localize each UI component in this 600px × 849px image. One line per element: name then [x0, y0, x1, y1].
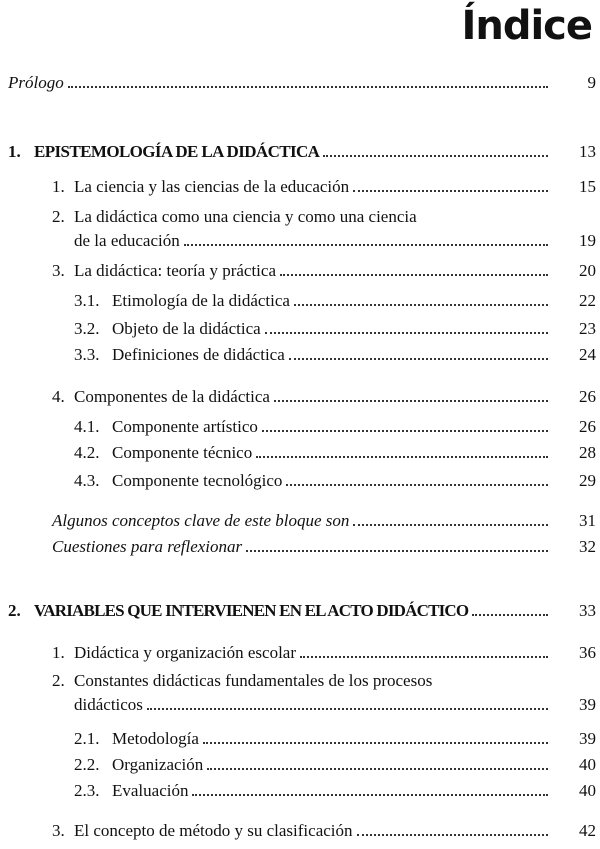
dot-leader [357, 814, 548, 836]
toc-entry-questions[interactable] [0, 536, 600, 558]
dot-leader [203, 722, 548, 744]
toc-subentry[interactable] [0, 442, 600, 464]
toc-entry-number: 2. [52, 671, 65, 690]
toc-entry-label: La didáctica: teoría y práctica [74, 261, 276, 280]
dot-leader [472, 594, 548, 616]
dot-leader [323, 135, 548, 157]
toc-entry-label: Metodología [112, 729, 199, 748]
toc-entry-continuation[interactable] [0, 694, 600, 716]
toc-entry-number: 4.2. [74, 443, 100, 462]
toc-subentry[interactable] [0, 728, 600, 750]
toc-page-number: 32 [579, 537, 596, 556]
toc-entry-number: 2.2. [74, 755, 100, 774]
toc-entry-number: 2. [8, 601, 21, 620]
dot-leader [265, 312, 548, 334]
toc-page-number: 39 [579, 729, 596, 748]
dot-leader [300, 636, 548, 658]
toc-page-number: 29 [579, 471, 596, 490]
toc-page-number: 15 [579, 177, 596, 196]
toc-entry-number: 2.3. [74, 781, 100, 800]
toc-subentry[interactable] [0, 344, 600, 366]
dot-leader [262, 410, 548, 432]
toc-entry[interactable] [0, 386, 600, 408]
toc-entry-number: 1. [8, 142, 21, 161]
toc-entry-number: 1. [52, 177, 65, 196]
toc-entry-label: Prólogo [8, 73, 64, 92]
toc-page-number: 13 [579, 142, 596, 161]
toc-entry-number: 3. [52, 821, 65, 840]
toc-page-number: 19 [579, 231, 596, 250]
toc-entry-number: 2. [52, 207, 65, 226]
toc-entry-number: 1. [52, 643, 65, 662]
toc-entry[interactable] [0, 820, 600, 842]
toc-page-number: 22 [579, 291, 596, 310]
toc-entry-key-concepts[interactable] [0, 510, 600, 532]
toc-entry[interactable] [0, 260, 600, 282]
toc-entry-label: Algunos conceptos clave de este bloque son [52, 511, 350, 530]
toc-page-number: 31 [579, 511, 596, 530]
toc-page-number: 40 [579, 781, 596, 800]
toc-entry-continuation[interactable] [0, 230, 600, 252]
toc-page-number: 40 [579, 755, 596, 774]
toc-entry[interactable] [0, 642, 600, 664]
toc-entry-label: Constantes didácticas fundamentales de los procesos [74, 671, 433, 690]
dot-leader [274, 380, 548, 402]
toc-subentry[interactable] [0, 318, 600, 340]
toc-page-number: 28 [579, 443, 596, 462]
toc-entry-number: 4.1. [74, 417, 100, 436]
toc-entry-label: Organización [112, 755, 204, 774]
dot-leader [294, 284, 548, 306]
toc-page-number: 33 [579, 601, 596, 620]
toc-entry-number: 4.3. [74, 471, 100, 490]
toc-entry-label-cont: de la educación [74, 231, 180, 250]
toc-page-number: 36 [579, 643, 596, 662]
toc-subentry[interactable] [0, 416, 600, 438]
dot-leader [207, 748, 548, 770]
toc-subentry[interactable] [0, 780, 600, 802]
dot-leader [184, 224, 548, 246]
toc-entry[interactable] [0, 176, 600, 198]
page-title: Índice [461, 3, 592, 49]
toc-subentry[interactable] [0, 290, 600, 312]
toc-entry-number: 3. [52, 261, 65, 280]
dot-leader [68, 66, 548, 88]
toc-page-number: 42 [579, 821, 596, 840]
toc-entry-label: La ciencia y las ciencias de la educación [74, 177, 350, 196]
toc-chapter-2[interactable] [0, 600, 600, 622]
toc-entry-label: Componente tecnológico [112, 471, 283, 490]
dot-leader [353, 170, 548, 192]
toc-page-number: 24 [579, 345, 596, 364]
toc-entry-label: VARIABLES QUE INTERVIENEN EN EL ACTO DIDÁCTICO [34, 601, 469, 620]
dot-leader [192, 774, 548, 796]
toc-entry-prologo[interactable] [0, 72, 600, 94]
toc-page-number: 26 [579, 417, 596, 436]
toc-entry-number: 3.1. [74, 291, 100, 310]
toc-entry-label: EPISTEMOLOGÍA DE LA DIDÁCTICA [34, 142, 320, 161]
toc-entry-label: Cuestiones para reflexionar [52, 537, 243, 556]
dot-leader [286, 464, 548, 486]
toc-page-number: 39 [579, 695, 596, 714]
dot-leader [280, 254, 548, 276]
toc-subentry[interactable] [0, 470, 600, 492]
toc-entry-number: 4. [52, 387, 65, 406]
toc-entry-label: Definiciones de didáctica [112, 345, 285, 364]
toc-entry-label: Componente técnico [112, 443, 253, 462]
toc-entry-label: Evaluación [112, 781, 189, 800]
toc-page-number: 20 [579, 261, 596, 280]
toc-entry-label: Didáctica y organización escolar [74, 643, 296, 662]
dot-leader [353, 504, 548, 526]
toc-entry-label: Objeto de la didáctica [112, 319, 261, 338]
toc-page-number: 9 [587, 73, 596, 92]
toc-entry-label: Etimología de la didáctica [112, 291, 290, 310]
toc-entry-label: Componentes de la didáctica [74, 387, 270, 406]
toc-chapter-1[interactable] [0, 141, 600, 163]
toc-entry-number: 3.3. [74, 345, 100, 364]
toc-entry-number: 3.2. [74, 319, 100, 338]
dot-leader [256, 436, 548, 458]
toc-entry-label: Componente artístico [112, 417, 258, 436]
toc-entry-label: El concepto de método y su clasificación [74, 821, 353, 840]
toc-entry-label: La didáctica como una ciencia y como una ciencia [74, 207, 417, 226]
dot-leader [289, 338, 548, 360]
toc-page-number: 23 [579, 319, 596, 338]
toc-page-number: 26 [579, 387, 596, 406]
toc-entry-number: 2.1. [74, 729, 100, 748]
dot-leader [147, 688, 548, 710]
toc-subentry[interactable] [0, 754, 600, 776]
dot-leader [246, 530, 548, 552]
toc-entry-label-cont: didácticos [74, 695, 143, 714]
